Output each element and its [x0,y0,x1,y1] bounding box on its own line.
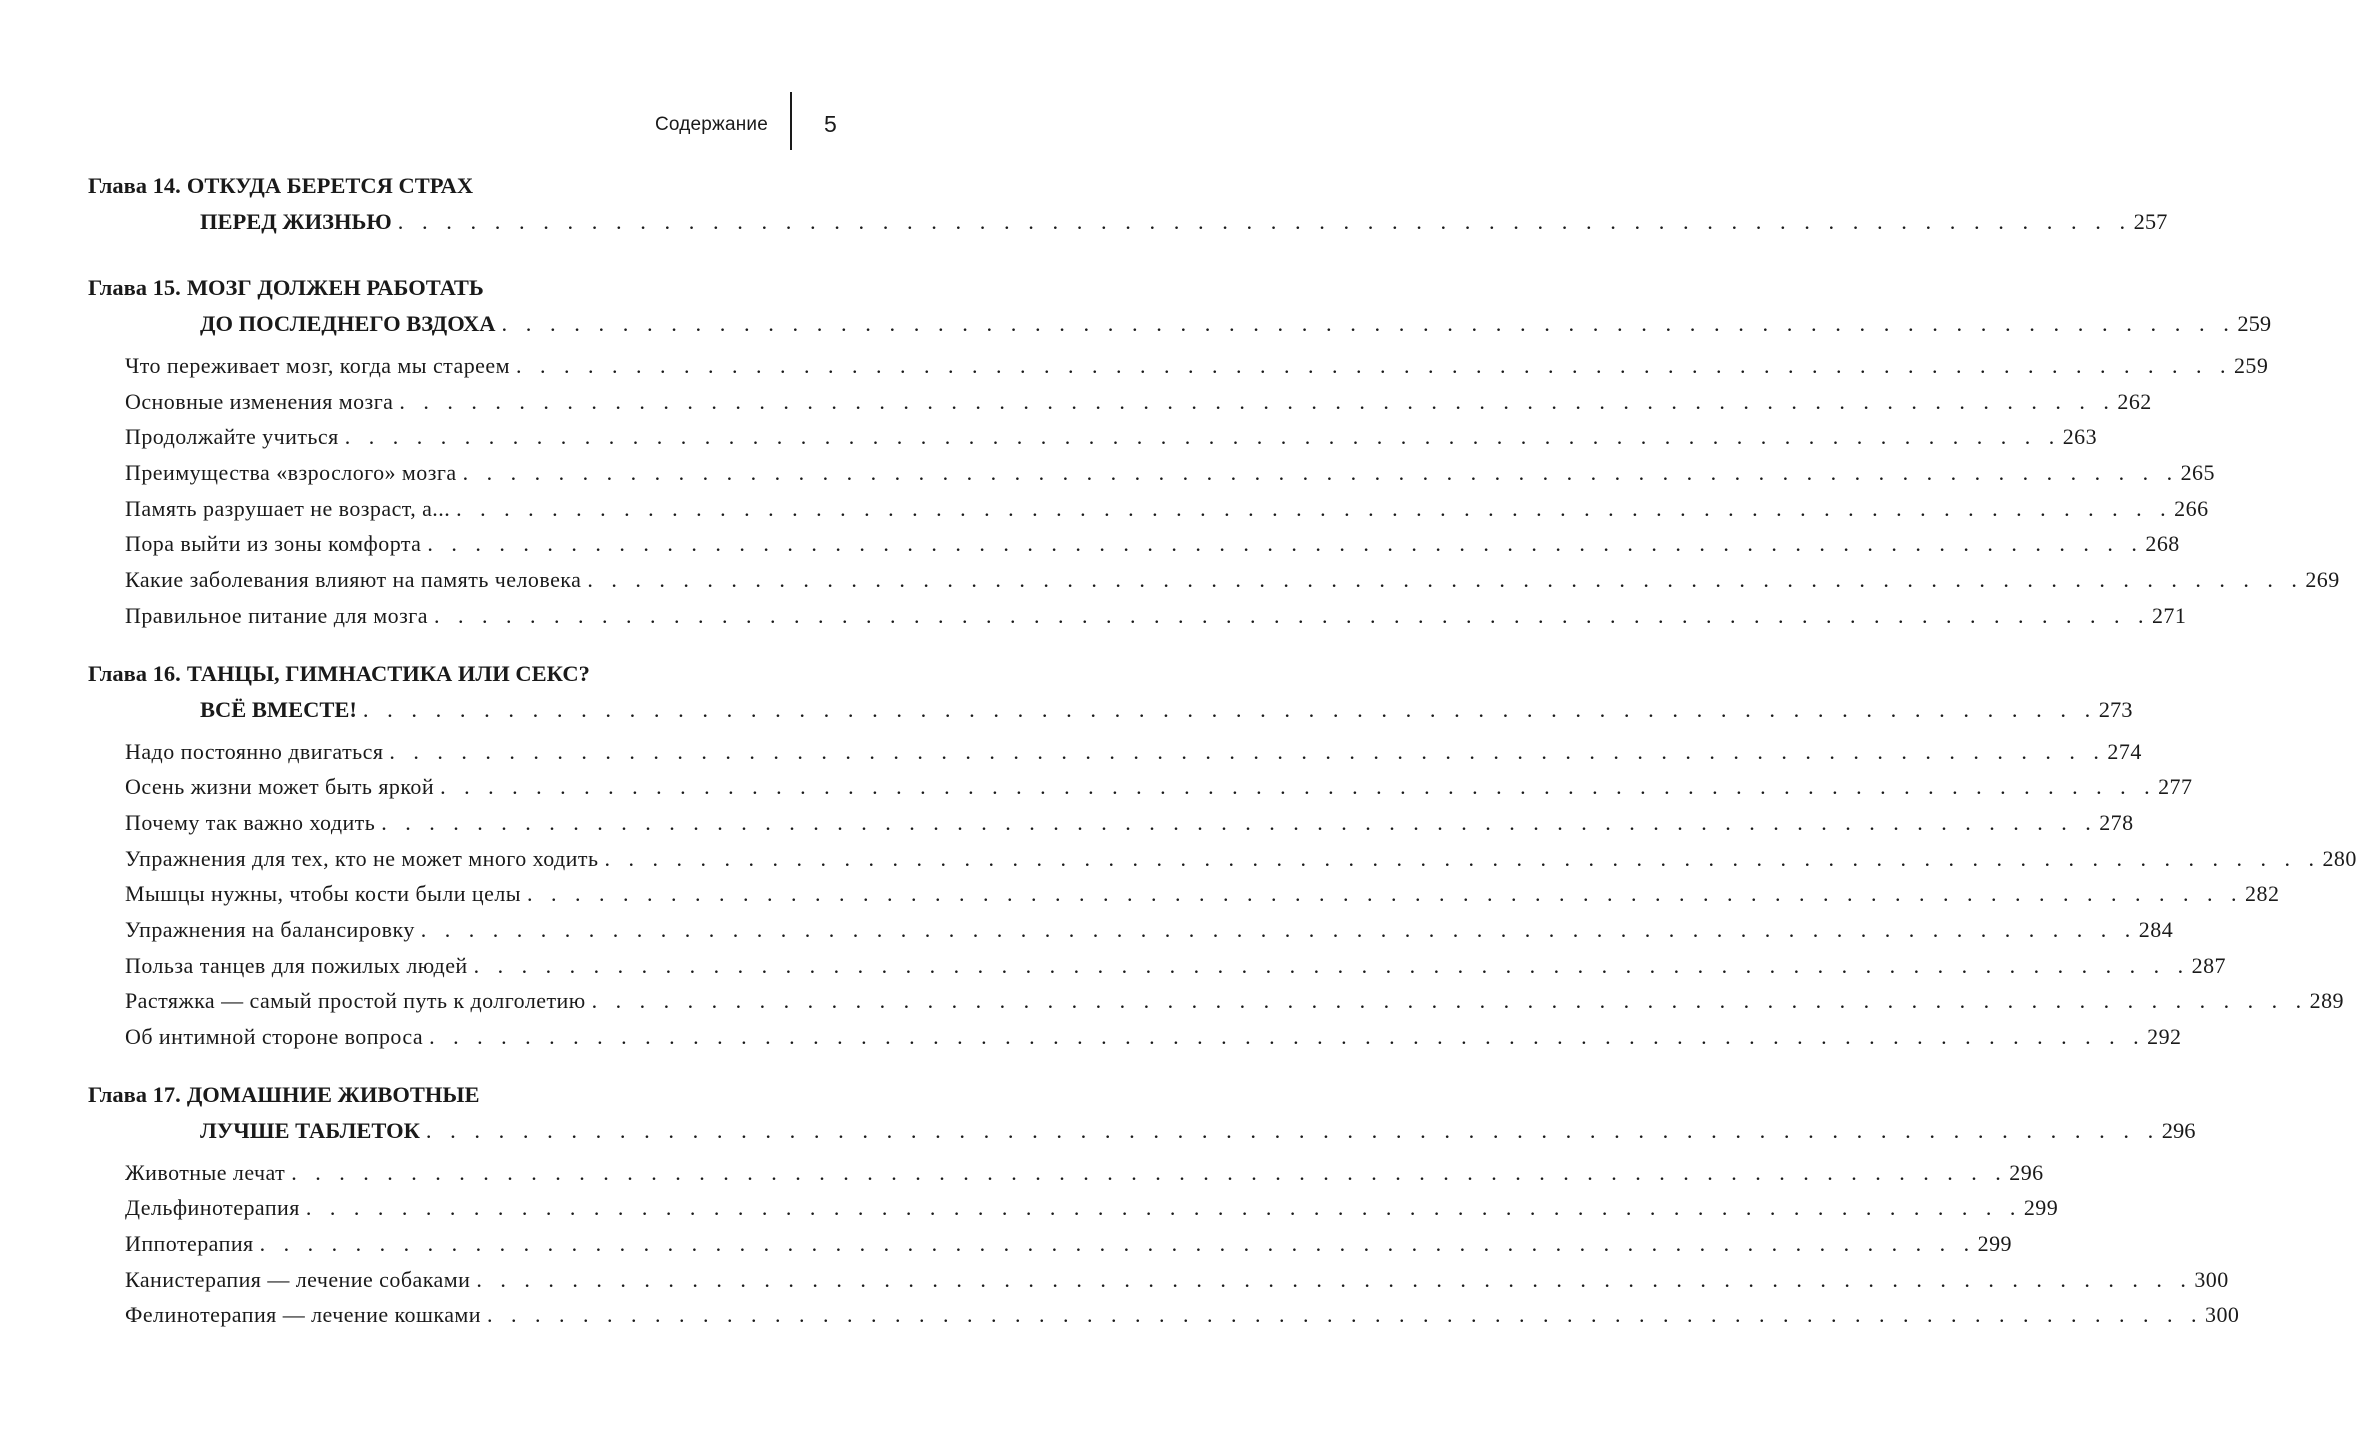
dot-leader: . . . . . . . . . . . . . . . . . . . . . . . . . . . . . . . . . . . . . . . . . . . . . . . . . . . . . . . . . . . . . . . . . . . . . . . . [433,602,2150,628]
dot-leader: . . . . . . . . . . . . . . . . . . . . . . . . . . . . . . . . . . . . . . . . . . . . . . . . . . . . . . . . . . . . . . . . . . . . . . . . [587,567,2304,593]
page-number: 5 [824,111,837,137]
toc-entry[interactable] [88,983,2344,1019]
dot-leader: . . . . . . . . . . . . . . . . . . . . . . . . . . . . . . . . . . . . . . . . . . . . . . . . . . . . . . . . . . . . . . . . . . . . . . . . [604,845,2321,871]
chapter-heading-continuation[interactable] [88,692,2133,728]
toc-entry[interactable] [88,734,2142,770]
toc-chapter [88,270,2340,634]
chapter-label: Глава 15. [88,275,181,300]
entry-title: Мышцы нужны, чтобы кости были целы [125,881,522,907]
toc-entry[interactable] [88,1226,2012,1262]
entry-title: Дельфинотерапия [125,1195,300,1221]
toc-entry[interactable] [88,598,2187,634]
entry-title: Упражнения для тех, кто не может много ходить [125,845,599,871]
dot-leader: . . . . . . . . . . . . . . . . . . . . . . . . . . . . . . . . . . . . . . . . . . . . . . . . . . . . . . . . . . . . . . . . . . . . . . . . [344,424,2061,450]
entry-page-number: 280 [2322,845,2357,871]
dot-leader: . . . . . . . . . . . . . . . . . . . . . . . . . . . . . . . . . . . . . . . . . . . . . . . . . . . . . . . . . . . . . . . . . . . . . . . . [591,988,2308,1014]
dot-leader: . . . . . . . . . . . . . . . . . . . . . . . . . . . . . . . . . . . . . . . . . . . . . . . . . . . . . . . . . . . . . . . . . . . . . . . . [473,952,2190,978]
toc-entry[interactable] [88,1155,2044,1191]
entry-title: Правильное питание для мозга [125,602,428,628]
chapter-title-line2: ПЕРЕД ЖИЗНЬЮ [200,209,392,234]
toc-entry[interactable] [88,841,2357,877]
toc-entry[interactable] [88,1297,2240,1333]
toc-entry[interactable] [88,805,2134,841]
dot-leader: . . . . . . . . . . . . . . . . . . . . . . . . . . . . . . . . . . . . . . . . . . . . . . . . . . . . . . . . . . . . . . . . . . . . . . . . [420,916,2137,942]
entry-title: Надо постоянно двигаться [125,738,384,764]
dot-leader: . . . . . . . . . . . . . . . . . . . . . . . . . . . . . . . . . . . . . . . . . . . . . . . . . . . . . . . . . . . . . . . . . . . . . . . . [397,209,2132,234]
toc-entry[interactable] [88,455,2215,491]
entry-page-number: 262 [2117,388,2152,414]
entry-title: Канистерапия — лечение собаками [125,1266,471,1292]
toc-chapter [88,168,2168,240]
toc-entry[interactable] [88,948,2226,984]
entry-page-number: 271 [2151,602,2187,628]
entry-page-number: 289 [2309,988,2344,1014]
entry-title: Упражнения на балансировку [125,916,415,942]
chapter-title-line2: ВСЁ ВМЕСТЕ! [200,696,357,722]
chapter-title-line2: ЛУЧШЕ ТАБЛЕТОК [200,1117,420,1143]
toc-entry[interactable] [88,419,2098,455]
chapter-heading[interactable] [88,1077,838,1113]
toc-entry[interactable] [88,876,2280,912]
entry-page-number: 299 [2023,1195,2059,1221]
toc-entry[interactable] [88,1019,2182,1055]
entry-page-number: 278 [2099,809,2134,835]
entry-page-number: 263 [2062,424,2098,450]
entry-title: Продолжайте учиться [125,424,339,450]
dot-leader: . . . . . . . . . . . . . . . . . . . . . . . . . . . . . . . . . . . . . . . . . . . . . . . . . . . . . . . . . . . . . . . . . . . . . . . . [399,388,2116,414]
section-list [88,348,2340,634]
entry-page-number: 269 [2305,567,2340,593]
entry-title: Какие заболевания влияют на память человека [125,567,582,593]
dot-leader: . . . . . . . . . . . . . . . . . . . . . . . . . . . . . . . . . . . . . . . . . . . . . . . . . . . . . . . . . . . . . . . . . . . . . . . . [515,353,2232,378]
chapter-heading-continuation[interactable] [88,1113,2196,1149]
entry-page-number: 266 [2174,495,2209,521]
dot-leader: . . . . . . . . . . . . . . . . . . . . . . . . . . . . . . . . . . . . . . . . . . . . . . . . . . . . . . . . . . . . . . . . . . . . . . . . [429,1024,2146,1049]
entry-title: Почему так важно ходить [125,809,376,835]
dot-leader: . . . . . . . . . . . . . . . . . . . . . . . . . . . . . . . . . . . . . . . . . . . . . . . . . . . . . . . . . . . . . . . . . . . . . . . . [440,774,2157,800]
chapter-heading[interactable] [88,656,838,692]
dot-leader: . . . . . . . . . . . . . . . . . . . . . . . . . . . . . . . . . . . . . . . . . . . . . . . . . . . . . . . . . . . . . . . . . . . . . . . . [476,1266,2193,1292]
entry-page-number: 265 [2180,460,2215,486]
entry-title: Животные лечат [125,1159,286,1185]
chapter-heading[interactable] [88,270,838,306]
entry-title: Преимущества «взрослого» мозга [125,460,457,486]
entry-title: Пора выйти из зоны комфорта [125,531,422,557]
entry-title: Польза танцев для пожилых людей [125,952,468,978]
entry-page-number: 274 [2107,738,2142,764]
chapter-heading-continuation[interactable] [88,306,2272,342]
dot-leader: . . . . . . . . . . . . . . . . . . . . . . . . . . . . . . . . . . . . . . . . . . . . . . . . . . . . . . . . . . . . . . . . . . . . . . . . [381,809,2098,835]
entry-page-number: 268 [2145,531,2180,557]
toc-entry[interactable] [88,526,2180,562]
dot-leader: . . . . . . . . . . . . . . . . . . . . . . . . . . . . . . . . . . . . . . . . . . . . . . . . . . . . . . . . . . . . . . . . . . . . . . . . [305,1195,2022,1221]
dot-leader: . . . . . . . . . . . . . . . . . . . . . . . . . . . . . . . . . . . . . . . . . . . . . . . . . . . . . . . . . . . . . . . . . . . . . . . . [456,495,2173,521]
chapter-title-line1: ДОМАШНИЕ ЖИВОТНЫЕ [186,1081,480,1107]
toc-entry[interactable] [88,1190,2059,1226]
entry-page-number: 277 [2158,774,2193,800]
running-head [0,92,987,152]
toc-chapter [88,656,2357,1055]
entry-page-number: 284 [2138,916,2174,942]
entry-title: Осень жизни может быть яркой [125,774,435,800]
dot-leader: . . . . . . . . . . . . . . . . . . . . . . . . . . . . . . . . . . . . . . . . . . . . . . . . . . . . . . . . . . . . . . . . . . . . . . . . [389,738,2106,764]
section-list [88,734,2357,1055]
entry-page-number: 287 [2191,952,2226,978]
chapter-title-line1: ТАНЦЫ, ГИМНАСТИКА ИЛИ СЕКС? [186,660,590,686]
toc-chapter [88,1077,2240,1333]
entry-page-number: 300 [2194,1266,2229,1292]
dot-leader: . . . . . . . . . . . . . . . . . . . . . . . . . . . . . . . . . . . . . . . . . . . . . . . . . . . . . . . . . . . . . . . . . . . . . . . . [291,1159,2008,1185]
entry-page-number: 259 [2233,353,2269,378]
chapter-label: Глава 14. [88,173,181,198]
toc-entry[interactable] [88,769,2193,805]
chapter-heading-continuation[interactable] [88,204,2168,240]
running-head-divider [790,92,792,150]
dot-leader: . . . . . . . . . . . . . . . . . . . . . . . . . . . . . . . . . . . . . . . . . . . . . . . . . . . . . . . . . . . . . . . . . . . . . . . . [362,696,2097,722]
chapter-title-line1: ОТКУДА БЕРЕТСЯ СТРАХ [186,173,474,198]
entry-title: Память разрушает не возраст, а... [125,495,451,521]
entry-page-number: 292 [2147,1024,2182,1049]
chapter-title-line1: МОЗГ ДОЛЖЕН РАБОТАТЬ [186,275,484,300]
chapter-label: Глава 16. [88,660,181,686]
entry-page-number: 296 [2009,1159,2044,1185]
section-list [88,1155,2240,1333]
dot-leader: . . . . . . . . . . . . . . . . . . . . . . . . . . . . . . . . . . . . . . . . . . . . . . . . . . . . . . . . . . . . . . . . . . . . . . . . [427,531,2144,557]
toc-entry[interactable] [88,491,2209,527]
toc-entry[interactable] [88,1262,2229,1298]
chapter-heading[interactable] [88,168,838,204]
chapter-page-number: 273 [2098,696,2133,722]
chapter-page-number: 296 [2161,1117,2196,1143]
entry-title: Что переживает мозг, когда мы стареем [125,353,510,378]
entry-title: Основные изменения мозга [125,388,394,414]
dot-leader: . . . . . . . . . . . . . . . . . . . . . . . . . . . . . . . . . . . . . . . . . . . . . . . . . . . . . . . . . . . . . . . . . . . . . . . . [259,1231,1976,1257]
dot-leader: . . . . . . . . . . . . . . . . . . . . . . . . . . . . . . . . . . . . . . . . . . . . . . . . . . . . . . . . . . . . . . . . . . . . . . . . [487,1302,2204,1328]
entry-page-number: 282 [2245,881,2280,907]
entry-page-number: 300 [2205,1302,2240,1328]
entry-title: Растяжка — самый простой путь к долголетию [125,988,586,1014]
dot-leader: . . . . . . . . . . . . . . . . . . . . . . . . . . . . . . . . . . . . . . . . . . . . . . . . . . . . . . . . . . . . . . . . . . . . . . . . [527,881,2244,907]
running-head-section: Содержание [654,114,768,135]
table-of-contents [88,168,2357,1355]
chapter-title-line2: ДО ПОСЛЕДНЕГО ВЗДОХА [200,311,496,336]
dot-leader: . . . . . . . . . . . . . . . . . . . . . . . . . . . . . . . . . . . . . . . . . . . . . . . . . . . . . . . . . . . . . . . . . . . . . . . . [501,311,2236,336]
chapter-page-number: 257 [2133,209,2168,234]
toc-entry[interactable] [88,348,2269,384]
entry-title: Иппотерапия [125,1231,254,1257]
dot-leader: . . . . . . . . . . . . . . . . . . . . . . . . . . . . . . . . . . . . . . . . . . . . . . . . . . . . . . . . . . . . . . . . . . . . . . . . [462,460,2179,486]
chapter-page-number: 259 [2237,311,2272,336]
toc-entry[interactable] [88,912,2174,948]
entry-title: Об интимной стороне вопроса [125,1024,424,1049]
chapter-label: Глава 17. [88,1081,181,1107]
entry-page-number: 299 [1977,1231,2012,1257]
toc-entry[interactable] [88,562,2340,598]
toc-entry[interactable] [88,384,2152,420]
dot-leader: . . . . . . . . . . . . . . . . . . . . . . . . . . . . . . . . . . . . . . . . . . . . . . . . . . . . . . . . . . . . . . . . . . . . . . . . [425,1117,2160,1143]
entry-title: Фелинотерапия — лечение кошками [125,1302,482,1328]
